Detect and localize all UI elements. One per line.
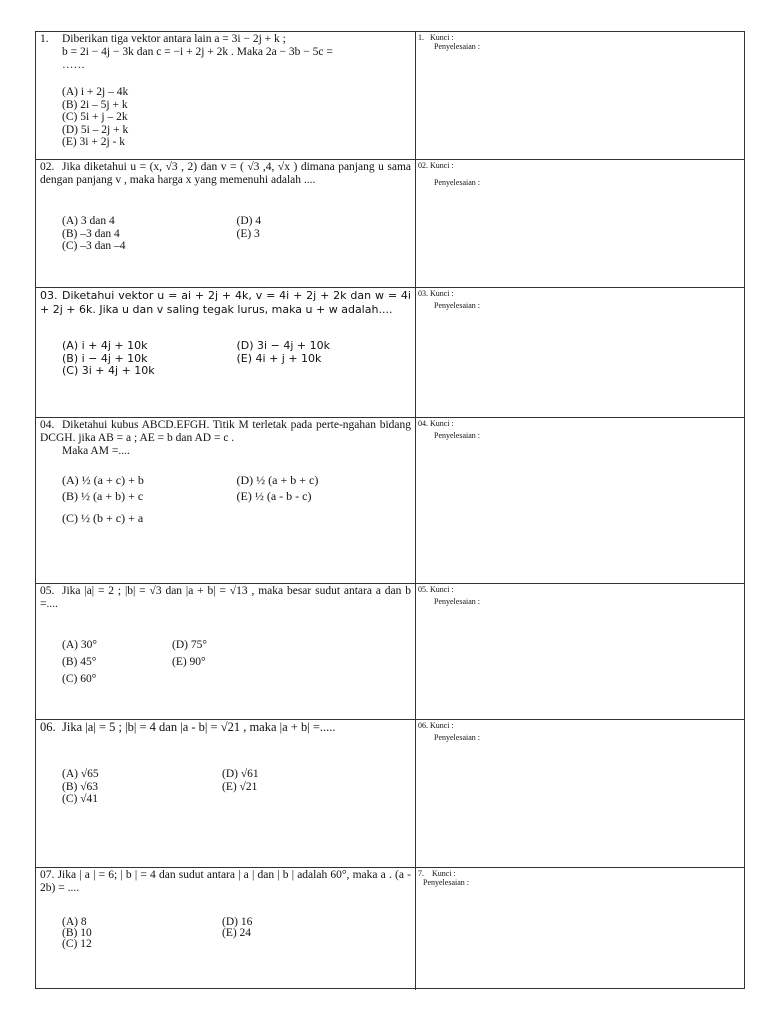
question-number: 03.: [40, 289, 58, 302]
option: (E) 3i + 2j - k: [62, 136, 126, 148]
solution-label: Penyelesaian :: [434, 178, 480, 187]
option: (B) √63: [62, 780, 99, 793]
option: (A) ½ (a + c) + b: [62, 473, 144, 487]
question-text: 07. Jika | a | = 6; | b | = 4 dan sudut antara | a | dan | b | adalah 60°, maka a . (a - 2b) = ....: [40, 869, 411, 894]
answer-cell: 03. Kunci : Penyelesaian :: [416, 288, 744, 417]
option: (B) 2i – 5j + k: [62, 98, 128, 111]
key-label: Kunci :: [432, 869, 456, 878]
question-row-3: [36, 288, 744, 418]
option: (E) 4i + j + 10k: [236, 351, 322, 365]
question-cell: [36, 160, 416, 287]
option: (D) 3i − 4j + 10k: [236, 339, 330, 352]
option: (D) 75°: [172, 639, 207, 651]
solution-label: Penyelesaian :: [423, 878, 469, 887]
option: (B) 45°: [62, 656, 97, 668]
option: (C) √41: [62, 793, 99, 805]
answer-cell: 04. Kunci : Penyelesaian :: [416, 418, 744, 583]
options-list: [40, 215, 411, 253]
option: [237, 512, 412, 525]
option: [237, 364, 412, 377]
options-list: [40, 639, 411, 690]
question-cell: [36, 288, 416, 417]
option: (C) 60°: [62, 673, 97, 685]
question-text: 06. Jika |a| = 5 ; |b| = 4 dan |a - b| = √21 , maka |a + b| =.....: [40, 720, 336, 734]
option: [222, 793, 411, 806]
option: (E) 90°: [172, 656, 206, 668]
question-number: 02.: [40, 161, 55, 173]
key-label: Kunci :: [430, 419, 454, 428]
question-text: 05. Jika |a| = 2 ; |b| = √3 dan |a + b| = √13 , maka besar sudut antara a dan b =....: [40, 585, 411, 610]
answer-cell: 06. Kunci : Penyelesaian :: [416, 720, 744, 867]
solution-label: Penyelesaian :: [434, 733, 480, 742]
question-row-7: [36, 868, 744, 990]
option: (A) 30°: [62, 639, 97, 651]
option: (C) 5i + j – 2k: [62, 111, 128, 123]
question-row-2: [36, 160, 744, 288]
answer-cell: 02. Kunci : Penyelesaian :: [416, 160, 744, 287]
option: (D) 16: [222, 916, 253, 928]
key-label: Kunci :: [430, 161, 454, 170]
question-number: 07.: [40, 869, 55, 881]
solution-label: Penyelesaian :: [434, 597, 480, 606]
option: (E) 24: [222, 927, 252, 939]
question-row-1: [36, 32, 744, 160]
question-text: 1. Diberikan tiga vektor antara lain a = 3i − 2j + k ; b = 2i − 4j − 3k dan c = −i + 2j + 2k . Maka 2a − 3b − 5c = ……: [40, 33, 333, 71]
key-label: Kunci :: [430, 585, 454, 594]
option: (A) 3 dan 4: [62, 215, 115, 227]
option: (D) 4: [236, 215, 262, 227]
solution-label: Penyelesaian :: [434, 42, 480, 51]
key-label: Kunci :: [430, 33, 454, 42]
options-list: [40, 339, 411, 377]
question-cell: [36, 418, 416, 583]
question-cell: [36, 32, 416, 159]
option: (E) ½ (a - b - c): [236, 489, 312, 503]
option: (C) –3 dan –4: [62, 240, 126, 252]
option: (B) i − 4j + 10k: [62, 351, 148, 365]
option: (A) 8: [62, 916, 87, 928]
question-cell: [36, 720, 416, 867]
option: [172, 673, 411, 686]
answer-cell: 1. Kunci : Penyelesaian :: [416, 32, 744, 159]
option: (D) √61: [222, 768, 259, 780]
option: [222, 939, 411, 950]
answer-cell: 05. Kunci : Penyelesaian :: [416, 584, 744, 719]
solution-label: Penyelesaian :: [434, 301, 480, 310]
option: (B) ½ (a + b) + c: [62, 489, 144, 503]
option: (A) √65: [62, 768, 99, 780]
question-text: 02. Jika diketahui u = (x, √3 , 2) dan v = ( √3 ,4, √x ) dimana panjang u sama dengan panjang v , maka harga x yang memenuhi adalah ....: [40, 161, 411, 186]
question-row-4: [36, 418, 744, 584]
question-cell: [36, 584, 416, 719]
options-list: [40, 474, 411, 528]
key-label: Kunci :: [430, 721, 454, 730]
option: [237, 240, 412, 253]
option: (C) 3i + 4j + 10k: [62, 364, 155, 377]
option: (E) 3: [236, 227, 260, 240]
question-text: 03. Diketahui vektor u = ai + 2j + 4k, v = 4i + 2j + 2k dan w = 4i + 2j + 6k. Jika u dan v saling tegak lurus, maka u + w adalah....: [40, 289, 411, 316]
option: (E) √21: [222, 780, 258, 793]
question-text: 04. Diketahui kubus ABCD.EFGH. Titik M terletak pada perte-ngahan bidang DCGH. jika AB = a ; AE = b dan AD = c . Maka AM =....: [40, 419, 411, 457]
question-number: 06.: [40, 720, 56, 734]
options-list: [40, 917, 411, 950]
question-number: 05.: [40, 585, 55, 597]
option: (D) ½ (a + b + c): [236, 473, 319, 487]
option: (C) ½ (b + c) + a: [62, 511, 144, 525]
option: (B) 10: [62, 927, 92, 939]
option: (B) –3 dan 4: [62, 227, 120, 240]
question-cell: [36, 868, 416, 990]
option: (C) 12: [62, 938, 92, 950]
question-row-6: [36, 720, 744, 868]
question-row-5: [36, 584, 744, 720]
option: (A) i + 4j + 10k: [62, 339, 148, 352]
question-number: 1.: [40, 33, 49, 45]
question-number: 04.: [40, 419, 55, 431]
options-list: [40, 768, 411, 806]
option: (A) i + 2j – 4k: [62, 86, 129, 98]
option: (D) 5i – 2j + k: [62, 123, 129, 136]
key-label: Kunci :: [430, 289, 454, 298]
answer-cell: 7. Kunci : Penyelesaian :: [416, 868, 744, 990]
options-list: [40, 86, 411, 149]
worksheet-table: [35, 31, 745, 989]
solution-label: Penyelesaian :: [434, 431, 480, 440]
